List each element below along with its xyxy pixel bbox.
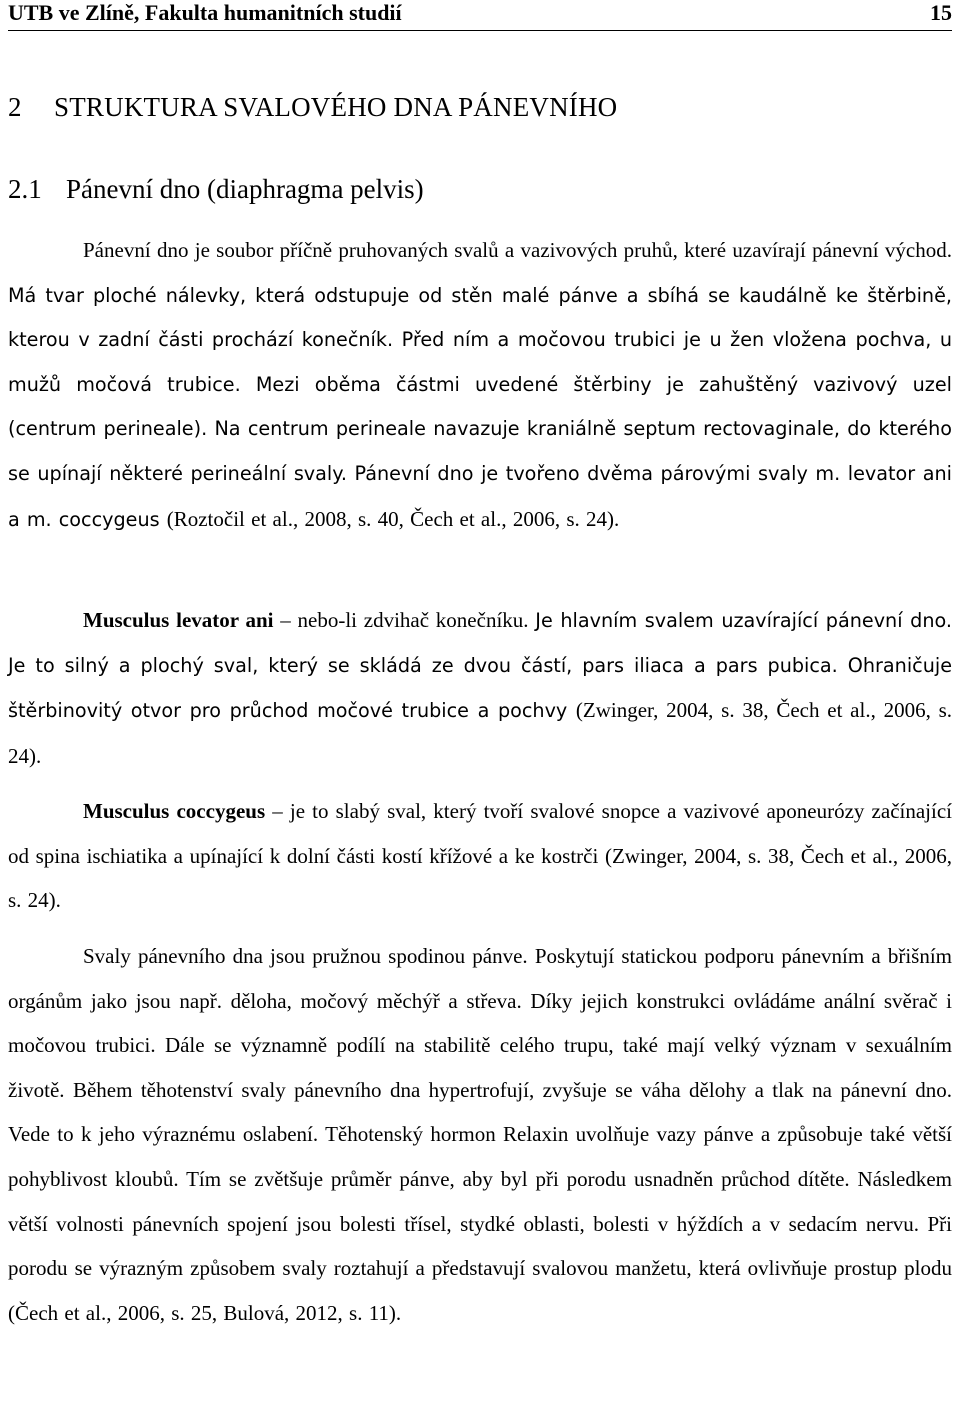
paragraph-text: – je to slabý sval, který tvoří svalové snopce a vazivové aponeurózy začínající od spina ischiatika a upínající k dolní části kostí křížové a ke kostrči (Zwinger, 2004, s. 38, Čech et al., 2006, s. 24). (8, 799, 952, 913)
paragraph-text: Svaly pánevního dna jsou pružnou spodinou pánve. (83, 944, 535, 968)
term-levator-ani: Musculus levator ani (83, 608, 274, 632)
section-number: 2.1 (8, 174, 42, 204)
citation: (Čech et al., 2006, s. 25, Bulová, 2012, s. 11). (8, 1300, 402, 1325)
section-heading (8, 172, 424, 206)
term-coccygeus: Musculus coccygeus (83, 799, 266, 823)
paragraph-text: – nebo-li zdvihač konečníku. (273, 608, 536, 632)
chapter-title: STRUKTURA SVALOVÉHO DNA PÁNEVNÍHO (54, 92, 618, 122)
chapter-number: 2 (8, 92, 22, 122)
header-institution: UTB ve Zlíně, Fakulta humanitních studií (8, 0, 402, 25)
section-title: Pánevní dno (diaphragma pelvis) (66, 174, 424, 204)
paragraph-text: Je hlavním svalem uzavírající pánevní dno. Je to silný a plochý sval, který se skládá ze dvou částí, pars iliaca a pars pubica. Ohraničuje štěrbinovitý otvor pro průchod močové trubice a pochvy (8, 609, 952, 723)
page-number: 15 (930, 0, 952, 25)
citation: (Zwinger, 2004, s. 38, Čech et al., 2006, s. 24). (8, 698, 952, 768)
running-header (8, 0, 952, 28)
paragraph-text: Pánevní dno je soubor příčně pruhovaných svalů a vazivových pruhů, které uzavírají pánevní východ. (83, 238, 952, 262)
header-divider (8, 30, 952, 31)
paragraph-text: Poskytují statickou podporu pánevním a břišním orgánům jako jsou např. děloha, močový měchýř a střeva. Díky jejich konstrukci ovládáme anální svěrač i močovou trubici. Dále se významně podílí na stabilitě celého trupu, také mají velký význam v sexuálním životě. Během těhotenství svaly pánevního dna hypertrofují, zvyšuje se váha dělohy a tlak na pánevní dno. Vede to k jeho výraznému oslabení. Těhotenský hormon Relaxin uvolňuje vazy pánve a způsobuje také větší pohyblivost kloubů. Tím se zvětšuje průměr pánve, aby byl při porodu usnadněn průchod dítěte. Následkem větší volnosti pánevních spojení jsou bolesti třísel, stydké oblasti, bolesti v hýždích a v sedacím nervu. Při porodu se výrazným způsobem svaly roztahují a představují svalovou manžetu, která ovlivňuje prostup plodu (8, 944, 952, 1281)
paragraph-text: Má tvar ploché nálevky, která odstupuje od stěn malé pánve a sbíhá se kaudálně ke štěrbině, kterou v zadní části prochází konečník. Před ním a močovou trubici je u žen vložena pochva, u mužů močová trubice. Mezi oběma částmi uvedené štěrbiny je zahuštěný vazivový uzel (centrum perineale). Na centrum perineale navazuje kraniálně septum rectovaginale, do kterého se upínají některé perineální svaly. Pánevní dno je tvořeno dvěma párovými svaly m. levator ani a m. coccygeus (8, 283, 952, 531)
paragraph-levator-ani (8, 598, 952, 779)
citation: (Roztočil et al., 2008, s. 40, Čech et al., 2006, s. 24). (166, 506, 620, 531)
paragraph-coccygeus (8, 789, 952, 923)
paragraph-pelvic-floor-function (8, 934, 952, 1335)
chapter-heading (8, 90, 617, 124)
paragraph-pelvic-floor-definition (8, 228, 952, 542)
